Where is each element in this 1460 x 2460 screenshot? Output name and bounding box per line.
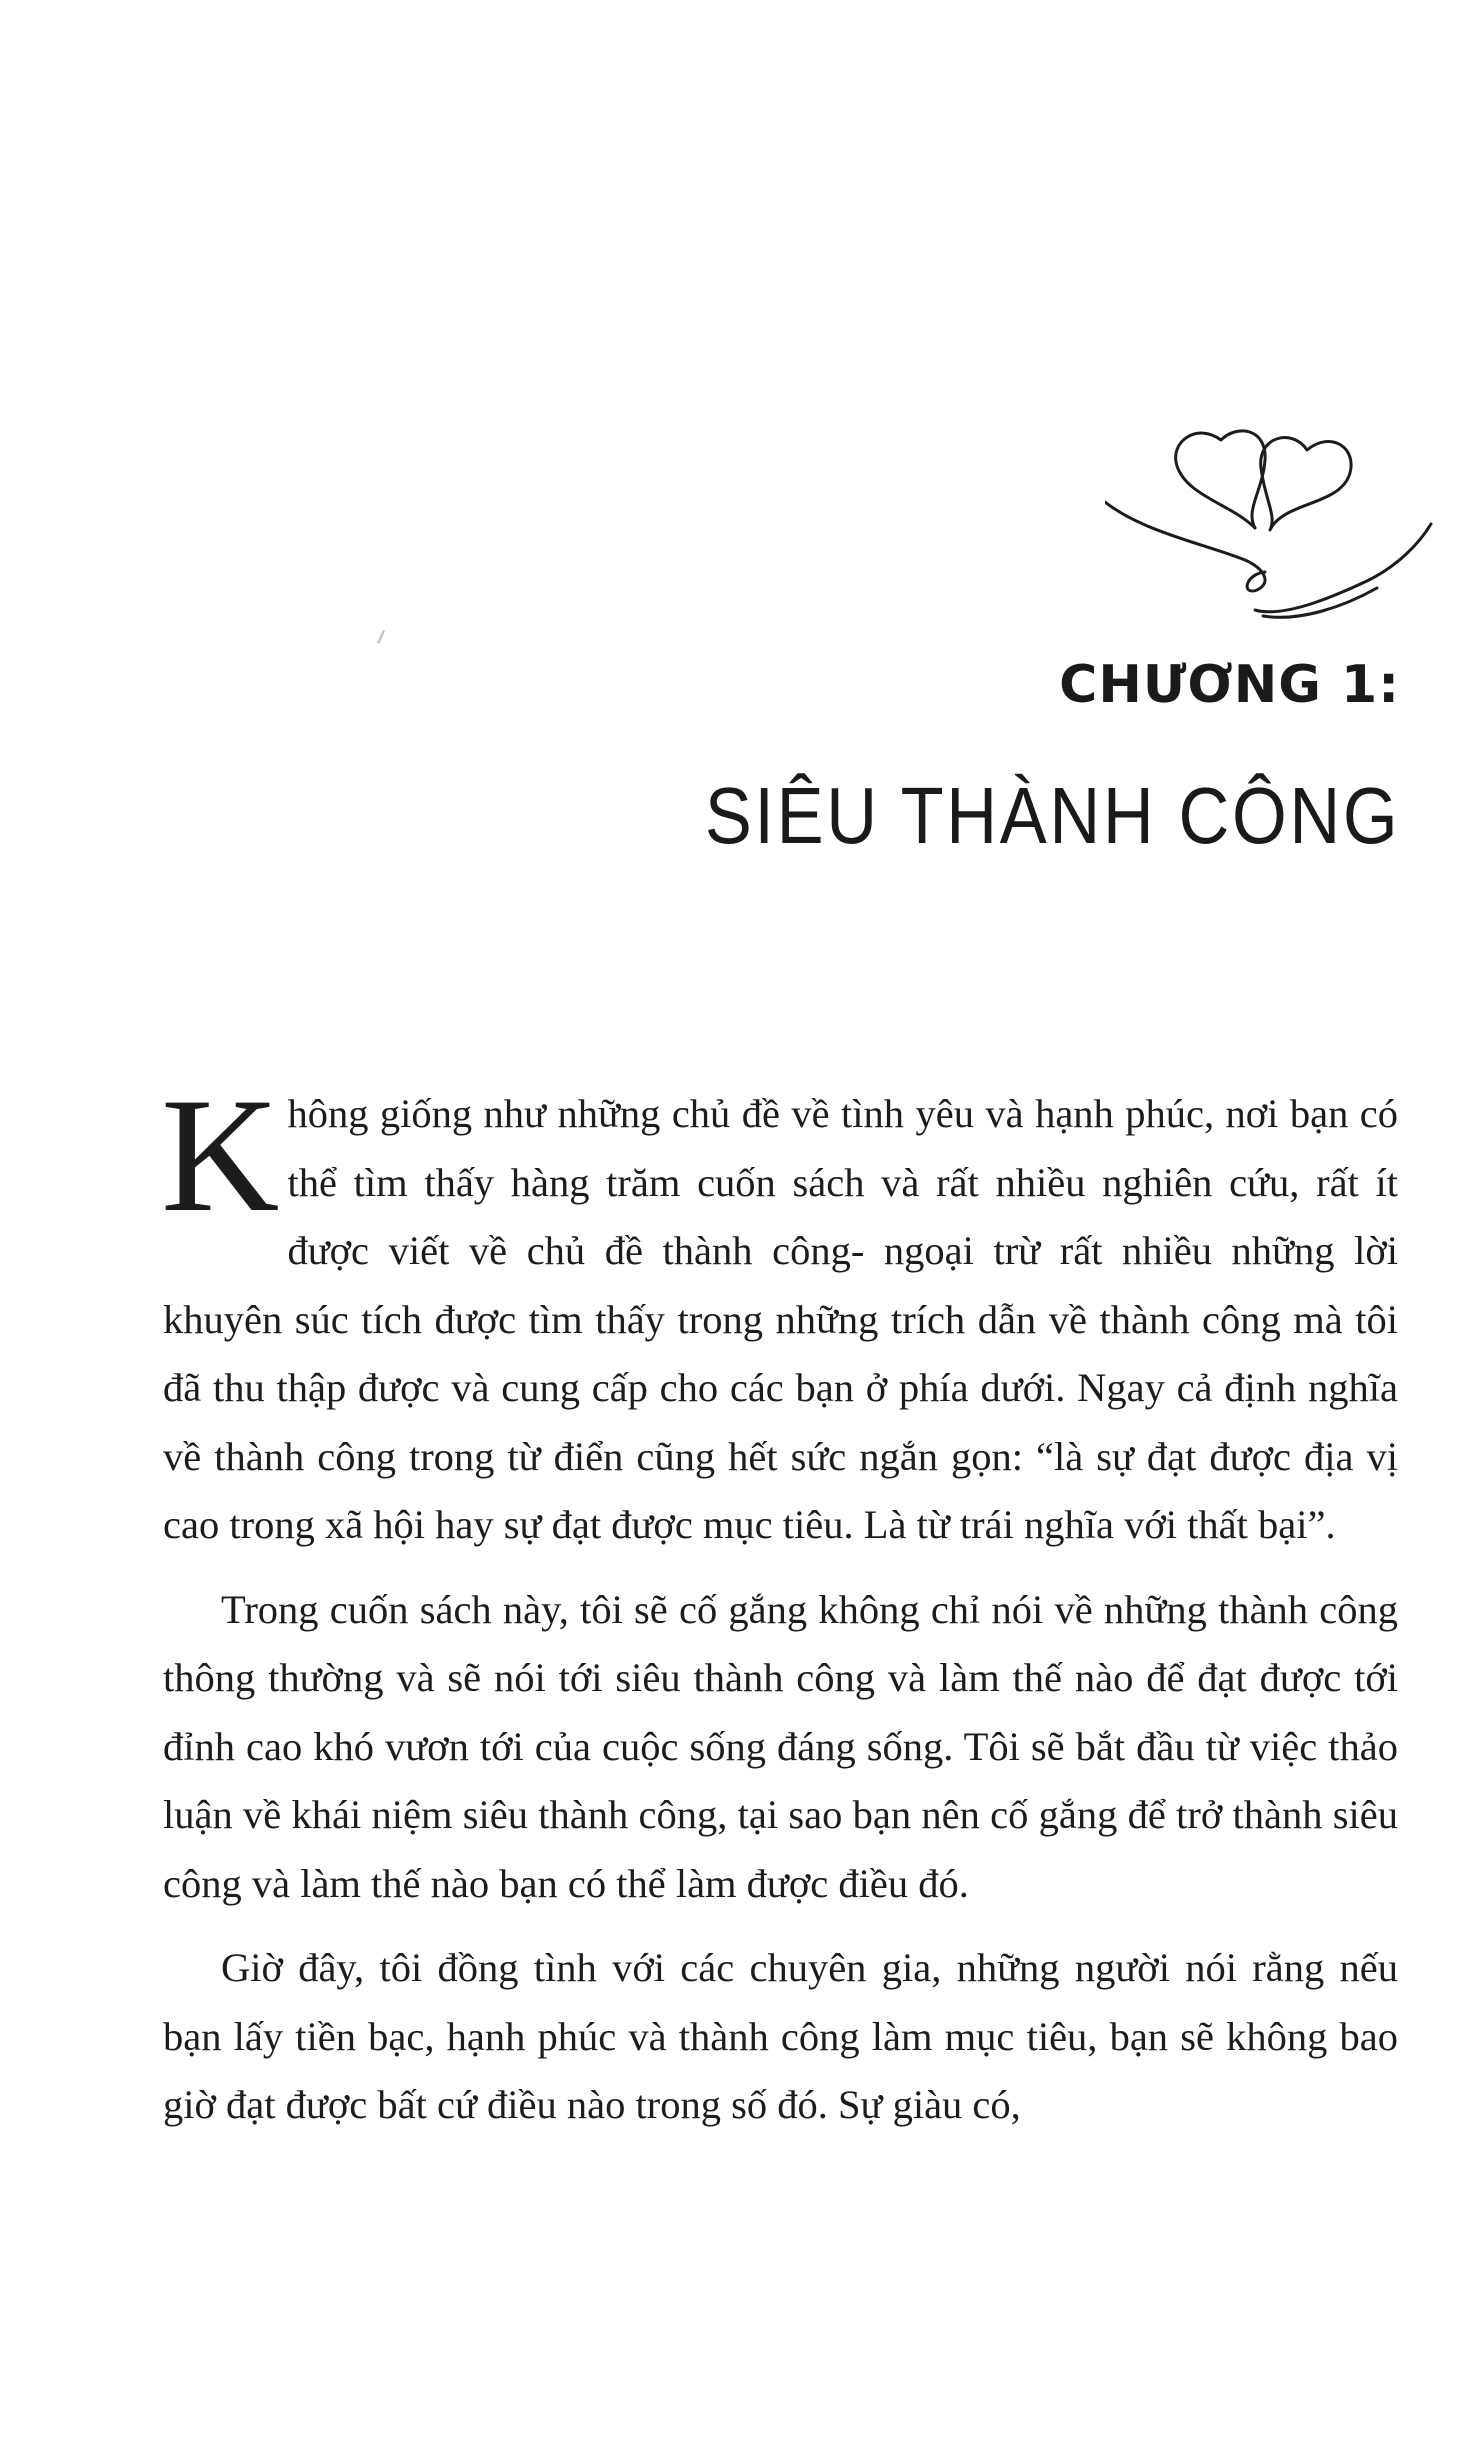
chapter-body bbox=[161, 1065, 1398, 2156]
double-heart-ornament-icon bbox=[1105, 420, 1435, 625]
paragraph: Giờ đây, tôi đồng tình với các chuyên gia, những người nói rằng nếu bạn lấy tiền bạc, hạnh phúc và thành công làm mục tiêu, bạn sẽ không bao giờ đạt được bất cứ điều nào trong số đó. Sự giàu có, bbox=[163, 1945, 1398, 2127]
chapter-label: CHƯƠNG 1: bbox=[1059, 655, 1400, 715]
print-speck bbox=[377, 630, 385, 644]
drop-cap: K bbox=[161, 1065, 280, 1246]
paragraph: Trong cuốn sách này, tôi sẽ cố gắng không chỉ nói về những thành công thông thường và sẽ nói tới siêu thành công và làm thế nào để đạt được tới đỉnh cao khó vươn tới của cuộc sống đáng sống. Tôi sẽ bắt đầu từ việc thảo luận về khái niệm siêu thành công, tại sao bạn nên cố gắng để trở thành siêu công và làm thế nào bạn có thể làm được điều đó. bbox=[163, 1586, 1398, 1906]
chapter-title: SIÊU THÀNH CÔNG bbox=[704, 771, 1400, 860]
paragraph bbox=[161, 1065, 1398, 1560]
paragraph-text: hông giống như những chủ đề về tình yêu và hạnh phúc, nơi bạn có thể tìm thấy hàng trăm cuốn sách và rất nhiều nghiên cứu, rất ít được viết về chủ đề thành công- ngoại trừ rất nhiều những lời khuyên súc tích được tìm thấy trong những trích dẫn về thành công mà tôi đã thu thập được và cung cấp cho các bạn ở phía dưới. Ngay cả định nghĩa về thành công trong từ điển cũng hết sức ngắn gọn: “là sự đạt được địa vị cao trong xã hội hay sự đạt được mục tiêu. Là từ trái nghĩa với thất bại”. bbox=[163, 1091, 1398, 1547]
